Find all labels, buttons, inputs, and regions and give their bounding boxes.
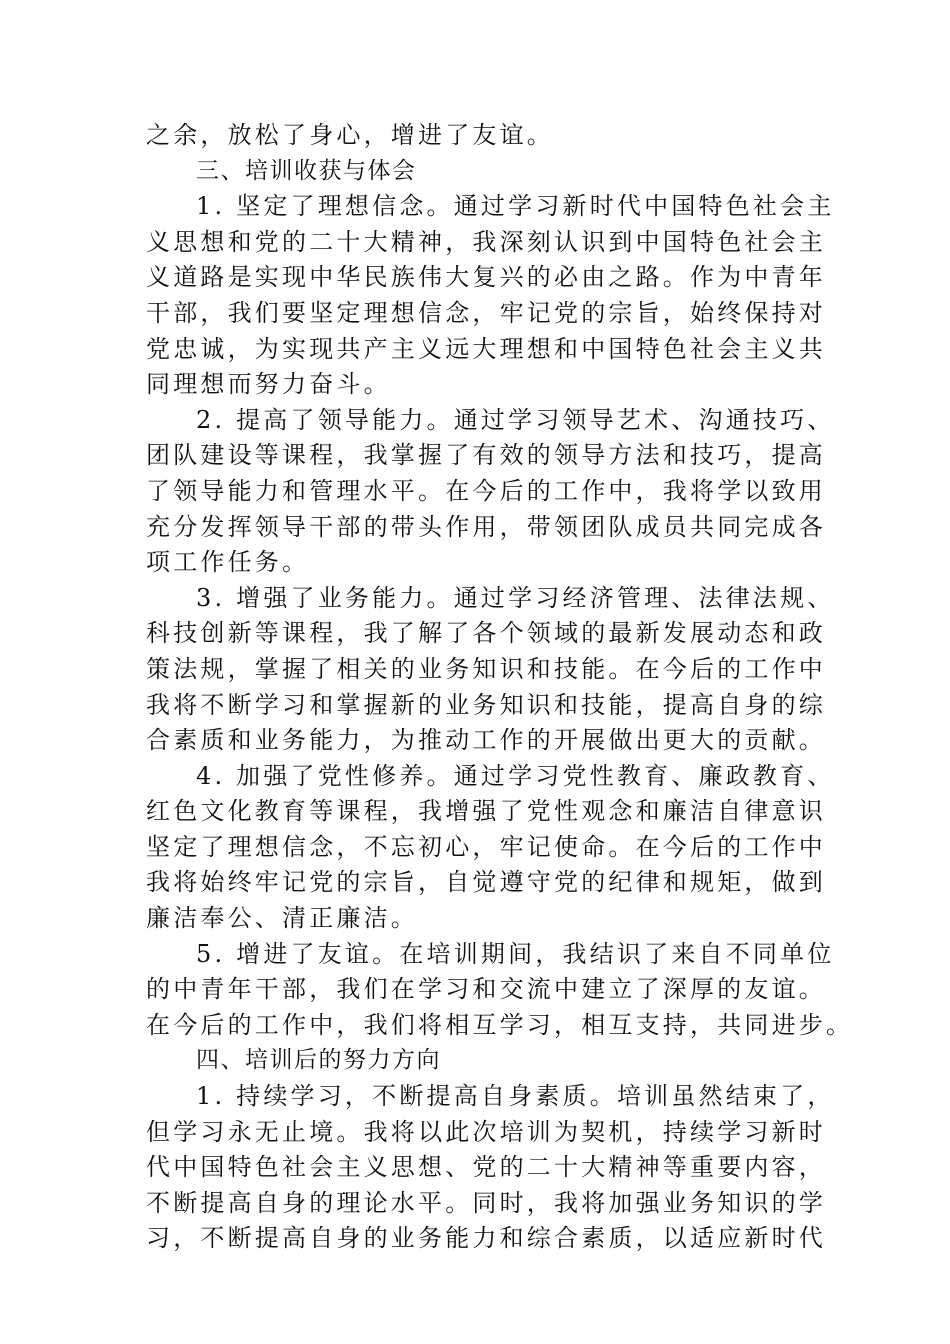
paragraph-2-line: 项工作任务。 [146,548,310,577]
paragraph-4-first-line [146,759,835,795]
paragraph-3-line: 策法规，掌握了相关的业务知识和技能。在今后的工作中 [146,654,826,683]
document-page [146,118,854,1257]
paragraph-3-line: 科技创新等课程，我了解了各个领域的最新发展动态和政 [146,619,826,648]
paragraph-4-line: 廉洁奉公、清正廉洁。 [146,904,418,933]
paragraph-6-first-rest: 培训虽然结束了， [616,1082,835,1111]
paragraph-3-lead: 3. 增强了业务能力。 [196,583,454,612]
paragraph-2-line: 充分发挥领导干部的带头作用，带领团队成员共同完成各 [146,512,826,541]
paragraph-4-lead: 4. 加强了党性修养。 [196,761,454,790]
paragraph-5-lead: 5. 增进了友谊。 [196,939,400,968]
section-heading-3: 三、培训收获与体会 [196,157,417,184]
paragraph-2-lead: 2. 提高了领导能力。 [196,405,454,434]
paragraph-6-line: 但学习永无止境。我将以此次培训为契机，持续学习新时 [146,1117,826,1146]
paragraph-5-line: 的中青年干部，我们在学习和交流中建立了深厚的友谊。 [146,975,826,1004]
paragraph-3-line: 我将不断学习和掌握新的业务知识和技能，提高自身的综 [146,690,826,719]
paragraph-1-first-rest: 通过学习新时代中国特色社会主 [453,192,835,221]
paragraph-4-line: 红色文化教育等课程，我增强了党性观念和廉洁自律意识 [146,797,826,826]
paragraph-1-lead: 1. 坚定了理想信念。 [196,192,454,221]
paragraph-3-line: 合素质和业务能力，为推动工作的开展做出更大的贡献。 [146,726,826,755]
paragraph-2-line: 团队建设等课程，我掌握了有效的领导方法和技巧，提高 [146,441,826,470]
paragraph-5-first-line [146,937,835,973]
paragraph-6-first-line [146,1079,835,1115]
paragraph-2-first-line [146,403,835,439]
paragraph-1-line: 同理想而努力奋斗。 [146,370,391,399]
paragraph-6-line: 代中国特色社会主义思想、党的二十大精神等重要内容， [146,1153,826,1182]
paragraph-continuation: 之余，放松了身心，增进了友谊。 [146,121,554,149]
paragraph-1-line: 义思想和党的二十大精神，我深刻认识到中国特色社会主 [146,227,826,256]
paragraph-6-line: 不断提高自身的理论水平。同时，我将加强业务知识的学 [146,1188,826,1217]
paragraph-6-lead: 1. 持续学习，不断提高自身素质。 [196,1082,617,1111]
paragraph-1-line: 义道路是实现中华民族伟大复兴的必由之路。作为中青年 [146,263,826,292]
paragraph-3-first-rest: 通过学习经济管理、法律法规、 [453,583,835,612]
paragraph-4-line: 坚定了理想信念，不忘初心，牢记使命。在今后的工作中 [146,832,826,861]
paragraph-1-first-line [146,189,835,225]
paragraph-1-line: 干部，我们要坚定理想信念，牢记党的宗旨，始终保持对 [146,298,826,327]
paragraph-4-line: 我将始终牢记党的宗旨，自觉遵守党的纪律和规矩，做到 [146,868,826,897]
paragraph-5-first-rest: 在培训期间，我结识了来自不同单位 [399,939,835,968]
paragraph-6-line: 习，不断提高自身的业务能力和综合素质，以适应新时代 [146,1224,826,1253]
paragraph-2-line: 了领导能力和管理水平。在今后的工作中，我将学以致用 [146,476,826,505]
paragraph-1-line: 党忠诚，为实现共产主义远大理想和中国特色社会主义共 [146,334,826,363]
paragraph-3-first-line [146,581,835,617]
paragraph-5-line: 在今后的工作中，我们将相互学习，相互支持，共同进步。 [146,1010,854,1039]
section-heading-4: 四、培训后的努力方向 [196,1047,441,1074]
paragraph-4-first-rest: 通过学习党性教育、廉政教育、 [453,761,835,790]
paragraph-2-first-rest: 通过学习领导艺术、沟通技巧、 [453,405,835,434]
